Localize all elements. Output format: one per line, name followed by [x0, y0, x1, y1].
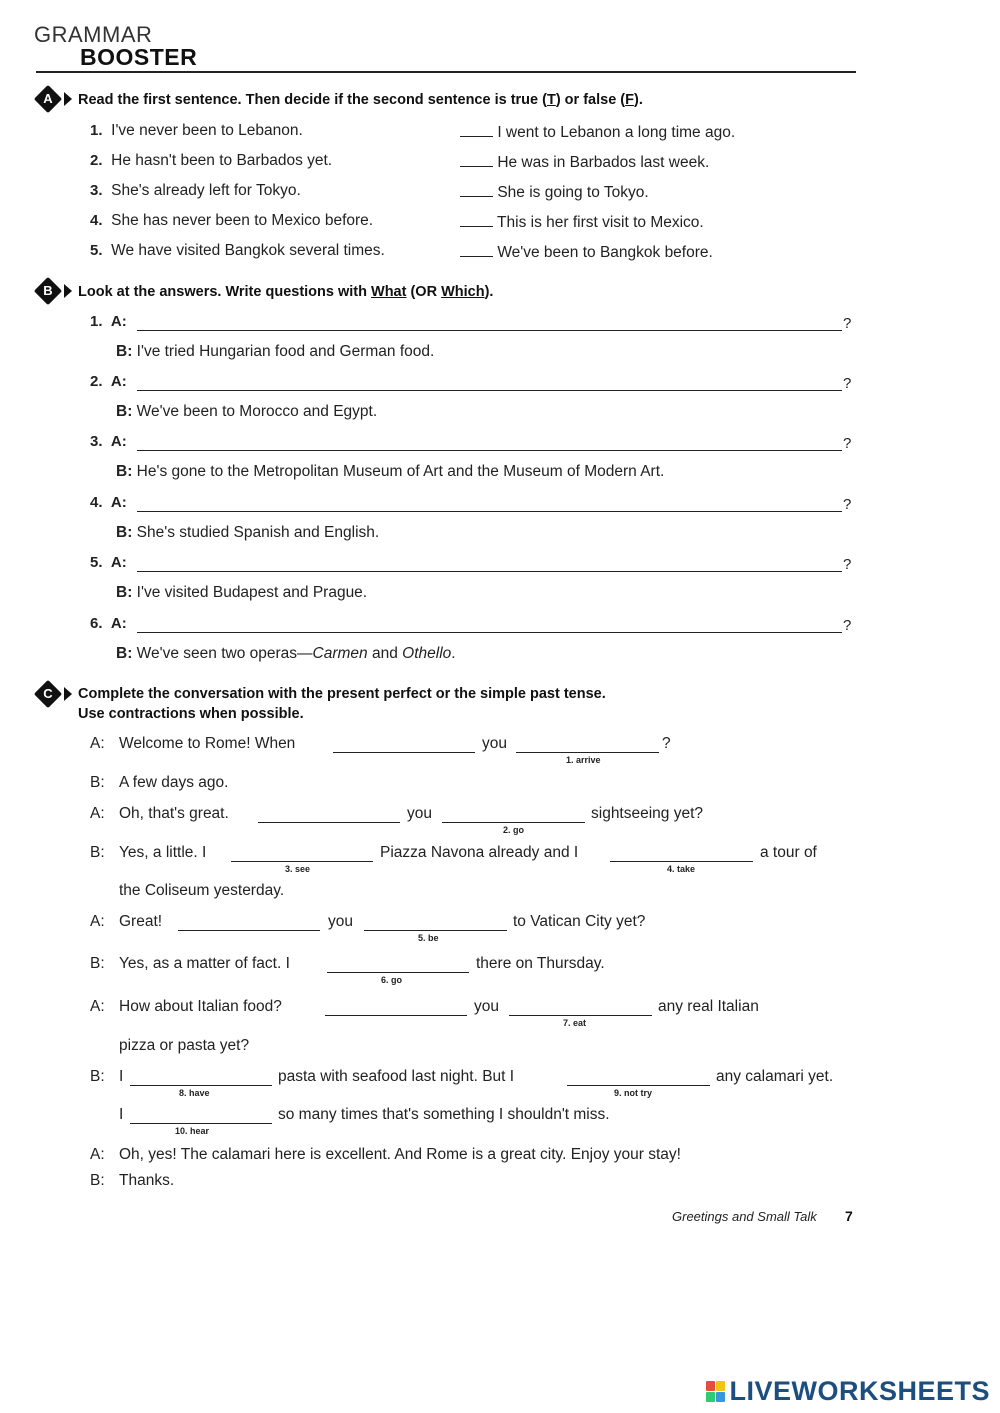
dialogue-text: to Vatican City yet?	[513, 913, 646, 930]
verb-hint: 9. not try	[614, 1088, 653, 1098]
dialogue-text: A few days ago.	[119, 774, 229, 791]
question-answer-line[interactable]	[137, 330, 842, 331]
dialogue-text: ?	[662, 735, 671, 752]
answer-blank[interactable]	[130, 1123, 272, 1124]
dialogue-text: there on Thursday.	[476, 955, 605, 972]
answer-text: B: I've visited Budapest and Prague.	[116, 584, 368, 601]
verb-hint: 6. go	[381, 975, 403, 985]
answer-text: B: He's gone to the Metropolitan Museum of Art and the Museum of Modern Art.	[116, 463, 665, 480]
dialogue-text: Oh, that's great.	[119, 805, 229, 822]
liveworksheets-text: LIVEWORKSHEETS	[729, 1376, 990, 1406]
question-mark: ?	[843, 617, 852, 634]
list-item: She is going to Tokyo.	[460, 182, 649, 202]
dialogue-text: sightseeing yet?	[591, 805, 704, 822]
question-answer-line[interactable]	[137, 632, 842, 633]
answer-blank[interactable]	[364, 930, 507, 931]
question-label: 2. A:	[90, 373, 127, 390]
answer-blank[interactable]	[258, 822, 400, 823]
section-b-instruction: Look at the answers. Write questions with What (OR Which).	[78, 284, 494, 300]
speaker-label: B:	[90, 774, 105, 791]
dialogue-text: Yes, as a matter of fact. I	[119, 955, 290, 972]
dialogue-text: pasta with seafood last night. But I	[278, 1068, 515, 1085]
true-false-blank[interactable]	[460, 242, 493, 257]
dialogue-text: you	[482, 735, 507, 752]
dialogue-text: any calamari yet.	[716, 1068, 834, 1085]
section-c-instruction-2: Use contractions when possible.	[78, 706, 304, 722]
footer-unit-title: Greetings and Small Talk	[672, 1209, 817, 1224]
dialogue-text: Piazza Navona already and I	[380, 844, 579, 861]
speaker-label: A:	[90, 913, 105, 930]
question-label: 3. A:	[90, 433, 127, 450]
answer-blank[interactable]	[333, 752, 475, 753]
question-mark: ?	[843, 315, 852, 332]
answer-text: B: She's studied Spanish and English.	[116, 524, 380, 541]
answer-blank[interactable]	[178, 930, 320, 931]
list-item: 5. We have visited Bangkok several times.	[90, 242, 385, 259]
dialogue-text: so many times that's something I shouldn't miss.	[278, 1106, 610, 1123]
dialogue-text: How about Italian food?	[119, 998, 282, 1015]
question-answer-line[interactable]	[137, 571, 842, 572]
answer-blank[interactable]	[610, 861, 753, 862]
verb-hint: 4. take	[667, 864, 696, 874]
dialogue-text: a tour of	[760, 844, 817, 861]
speaker-label: A:	[90, 735, 105, 752]
answer-text: B: We've been to Morocco and Egypt.	[116, 403, 378, 420]
dialogue-text: Great!	[119, 913, 163, 930]
speaker-label: A:	[90, 1146, 105, 1163]
true-false-blank[interactable]	[460, 152, 493, 167]
page-number: 7	[845, 1208, 853, 1224]
liveworksheets-watermark[interactable]	[706, 1376, 990, 1407]
dialogue-text: Thanks.	[119, 1172, 175, 1189]
verb-hint: 7. eat	[563, 1018, 587, 1028]
verb-hint: 8. have	[179, 1088, 210, 1098]
grammar-title: GRAMMAR	[34, 22, 153, 47]
question-mark: ?	[843, 556, 852, 573]
verb-hint: 1. arrive	[566, 755, 601, 765]
list-item: He was in Barbados last week.	[460, 152, 709, 172]
verb-hint: 10. hear	[175, 1126, 210, 1136]
true-false-blank[interactable]	[460, 212, 493, 227]
answer-blank[interactable]	[325, 1015, 467, 1016]
question-mark: ?	[843, 435, 852, 452]
section-c-letter: C	[43, 686, 53, 701]
answer-blank[interactable]	[327, 972, 469, 973]
true-false-blank[interactable]	[460, 122, 493, 137]
answer-blank[interactable]	[509, 1015, 652, 1016]
list-item: 2. He hasn't been to Barbados yet.	[90, 152, 333, 169]
true-false-blank[interactable]	[460, 182, 493, 197]
header-rule	[36, 71, 856, 73]
question-label: 6. A:	[90, 615, 127, 632]
answer-blank[interactable]	[442, 822, 585, 823]
dialogue-text: any real Italian	[658, 998, 759, 1015]
question-answer-line[interactable]	[137, 511, 842, 512]
answer-blank[interactable]	[567, 1085, 710, 1086]
dialogue-text: you	[328, 913, 353, 930]
speaker-label: A:	[90, 998, 105, 1015]
answer-blank[interactable]	[516, 752, 659, 753]
question-answer-line[interactable]	[137, 450, 842, 451]
dialogue-text: I	[119, 1106, 124, 1123]
question-answer-line[interactable]	[137, 390, 842, 391]
dialogue-text: Welcome to Rome! When	[119, 735, 296, 752]
verb-hint: 3. see	[285, 864, 311, 874]
booster-title: BOOSTER	[80, 44, 198, 70]
section-b-letter: B	[43, 283, 53, 298]
section-c-instruction-1: Complete the conversation with the present perfect or the simple past tense.	[78, 686, 606, 702]
question-label: 1. A:	[90, 313, 127, 330]
list-item: We've been to Bangkok before.	[460, 242, 713, 262]
speaker-label: B:	[90, 1172, 105, 1189]
speaker-label: B:	[90, 844, 105, 861]
answer-blank[interactable]	[130, 1085, 272, 1086]
list-item: 4. She has never been to Mexico before.	[90, 212, 374, 229]
question-label: 4. A:	[90, 494, 127, 511]
list-item: 3. She's already left for Tokyo.	[90, 182, 301, 199]
section-a-instruction: Read the first sentence. Then decide if the second sentence is true (T) or false (F).	[78, 92, 643, 108]
speaker-label: B:	[90, 1068, 105, 1085]
verb-hint: 2. go	[503, 825, 525, 835]
verb-hint: 5. be	[418, 933, 439, 943]
speaker-label: B:	[90, 955, 105, 972]
dialogue-text: Yes, a little. I	[119, 844, 207, 861]
speaker-label: A:	[90, 805, 105, 822]
answer-blank[interactable]	[231, 861, 373, 862]
question-mark: ?	[843, 375, 852, 392]
question-label: 5. A:	[90, 554, 127, 571]
list-item: 1. I've never been to Lebanon.	[90, 122, 303, 139]
answer-text: B: I've tried Hungarian food and German food.	[116, 343, 435, 360]
dialogue-text: Oh, yes! The calamari here is excellent. And Rome is a great city. Enjoy your stay!	[119, 1146, 681, 1163]
list-item: I went to Lebanon a long time ago.	[460, 122, 735, 142]
list-item: This is her first visit to Mexico.	[460, 212, 704, 232]
dialogue-text: you	[474, 998, 499, 1015]
answer-text: B: We've seen two operas—Carmen and Othello.	[116, 645, 456, 662]
question-mark: ?	[843, 496, 852, 513]
liveworksheets-logo-icon	[706, 1381, 726, 1403]
dialogue-text: pizza or pasta yet?	[119, 1037, 250, 1054]
dialogue-text: the Coliseum yesterday.	[119, 882, 285, 899]
dialogue-text: you	[407, 805, 432, 822]
dialogue-text: I	[119, 1068, 124, 1085]
section-a-letter: A	[43, 91, 53, 106]
